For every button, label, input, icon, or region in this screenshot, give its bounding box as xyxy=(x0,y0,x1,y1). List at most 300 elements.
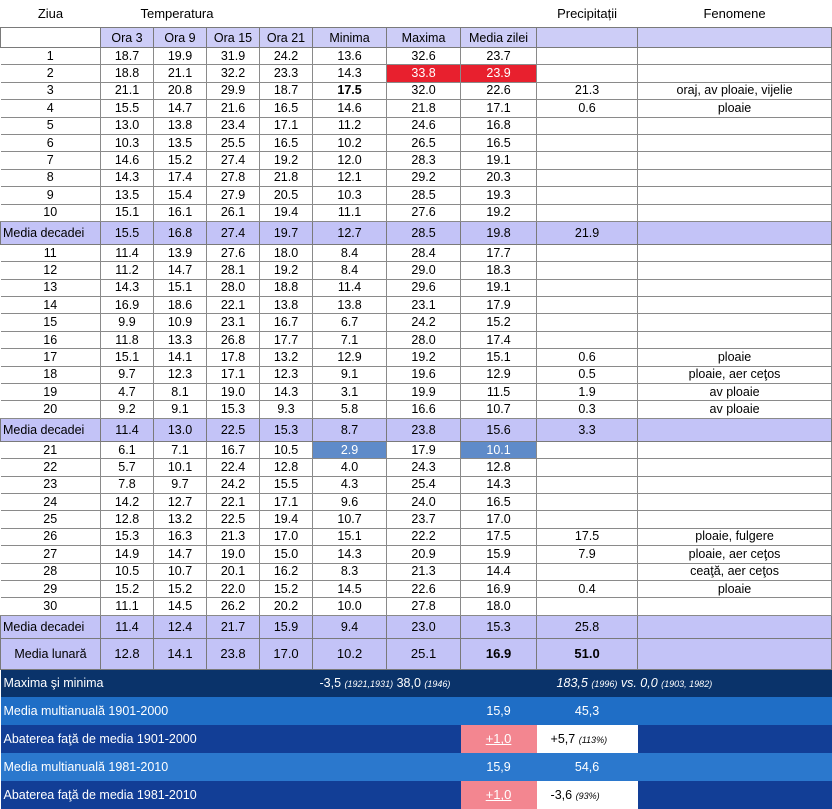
decade-media-zilei: 15.3 xyxy=(461,615,537,638)
day-ora21: 13.2 xyxy=(260,349,313,366)
day-ora15: 27.8 xyxy=(207,169,260,186)
day-ora3: 13.0 xyxy=(101,117,154,134)
day-media-zilei: 17.1 xyxy=(461,100,537,117)
day-maxima: 27.8 xyxy=(387,598,461,615)
day-ora3: 15.1 xyxy=(101,204,154,221)
day-maxima: 19.2 xyxy=(387,349,461,366)
day-row xyxy=(1,349,832,366)
day-ora9: 12.7 xyxy=(154,493,207,510)
col-ora15: Ora 15 xyxy=(207,28,260,48)
day-precipitation xyxy=(537,331,638,348)
subheader-row xyxy=(1,28,832,48)
decade-ora9: 13.0 xyxy=(154,418,207,441)
day-precipitation xyxy=(537,314,638,331)
col-media-zilei: Media zilei xyxy=(461,28,537,48)
decade-minima: 12.7 xyxy=(313,221,387,244)
day-phenomena xyxy=(638,598,832,615)
mm2-pp: 54,6 xyxy=(537,753,638,781)
decade-row xyxy=(1,221,832,244)
day-number: 21 xyxy=(1,441,101,458)
day-number: 25 xyxy=(1,511,101,528)
min-years: (1921,1931) xyxy=(344,679,394,690)
day-phenomena xyxy=(638,297,832,314)
deviation-1981-row xyxy=(1,781,832,809)
day-media-zilei: 10.7 xyxy=(461,401,537,418)
day-media-zilei: 17.0 xyxy=(461,511,537,528)
day-maxima: 25.4 xyxy=(387,476,461,493)
day-ora21: 16.7 xyxy=(260,314,313,331)
day-ora3: 14.3 xyxy=(101,279,154,296)
pp-max: 183,5 xyxy=(556,676,588,691)
day-ora3: 21.1 xyxy=(101,82,154,99)
day-phenomena xyxy=(638,48,832,65)
day-precipitation: 7.9 xyxy=(537,546,638,563)
col-ora21: Ora 21 xyxy=(260,28,313,48)
max-year: (1946) xyxy=(424,679,451,690)
day-number: 29 xyxy=(1,580,101,597)
monthly-row xyxy=(1,638,832,669)
day-maxima: 20.9 xyxy=(387,546,461,563)
day-ora9: 13.3 xyxy=(154,331,207,348)
day-ora21: 18.7 xyxy=(260,82,313,99)
day-ora9: 14.1 xyxy=(154,349,207,366)
day-ora21: 19.4 xyxy=(260,511,313,528)
day-ora15: 17.8 xyxy=(207,349,260,366)
day-precipitation: 0.6 xyxy=(537,100,638,117)
day-number: 17 xyxy=(1,349,101,366)
day-ora21: 9.3 xyxy=(260,401,313,418)
day-ora3: 15.2 xyxy=(101,580,154,597)
day-ora21: 15.2 xyxy=(260,580,313,597)
day-minima: 12.9 xyxy=(313,349,387,366)
day-media-zilei: 23.7 xyxy=(461,48,537,65)
day-number: 4 xyxy=(1,100,101,117)
day-minima: 6.7 xyxy=(313,314,387,331)
mm2-label: Media multianuală 1981-2010 xyxy=(1,753,461,781)
day-precipitation: 0.5 xyxy=(537,366,638,383)
day-ora15: 23.1 xyxy=(207,314,260,331)
decade-maxima: 23.8 xyxy=(387,418,461,441)
day-precipitation: 1.9 xyxy=(537,384,638,401)
day-maxima: 29.6 xyxy=(387,279,461,296)
day-number: 16 xyxy=(1,331,101,348)
decade-ora9: 12.4 xyxy=(154,615,207,638)
decade-label: Media decadei xyxy=(1,615,101,638)
day-number: 22 xyxy=(1,459,101,476)
ab1-temp: +1,0 xyxy=(461,725,537,753)
day-ora3: 13.5 xyxy=(101,187,154,204)
day-maxima: 26.5 xyxy=(387,134,461,151)
day-phenomena xyxy=(638,187,832,204)
day-precipitation xyxy=(537,511,638,528)
day-ora21: 15.5 xyxy=(260,476,313,493)
day-row xyxy=(1,384,832,401)
day-row xyxy=(1,117,832,134)
multiannual-1901-row xyxy=(1,697,832,725)
day-phenomena xyxy=(638,441,832,458)
day-phenomena xyxy=(638,331,832,348)
day-minima: 12.0 xyxy=(313,152,387,169)
day-minima: 14.6 xyxy=(313,100,387,117)
day-ora15: 32.2 xyxy=(207,65,260,82)
pp-min-years: (1903, 1982) xyxy=(661,679,713,690)
day-ora9: 15.2 xyxy=(154,152,207,169)
day-number: 10 xyxy=(1,204,101,221)
day-ora9: 13.5 xyxy=(154,134,207,151)
decade-media-zilei: 15.6 xyxy=(461,418,537,441)
decade-ora3: 11.4 xyxy=(101,418,154,441)
day-phenomena xyxy=(638,134,832,151)
monthly-blank xyxy=(638,638,832,669)
day-row xyxy=(1,401,832,418)
day-ora21: 19.2 xyxy=(260,262,313,279)
day-number: 5 xyxy=(1,117,101,134)
day-ora3: 11.4 xyxy=(101,244,154,261)
day-row xyxy=(1,563,832,580)
monthly-minima: 10.2 xyxy=(313,638,387,669)
day-number: 18 xyxy=(1,366,101,383)
multiannual-1981-row xyxy=(1,753,832,781)
day-media-zilei: 19.1 xyxy=(461,279,537,296)
day-ora9: 14.7 xyxy=(154,546,207,563)
day-row xyxy=(1,204,832,221)
day-minima: 9.6 xyxy=(313,493,387,510)
day-ora21: 17.0 xyxy=(260,528,313,545)
day-ora9: 15.4 xyxy=(154,187,207,204)
day-ora21: 15.0 xyxy=(260,546,313,563)
deviation-1901-row xyxy=(1,725,832,753)
day-maxima: 24.6 xyxy=(387,117,461,134)
day-ora21: 12.3 xyxy=(260,366,313,383)
day-minima: 12.1 xyxy=(313,169,387,186)
day-phenomena xyxy=(638,279,832,296)
day-ora15: 24.2 xyxy=(207,476,260,493)
day-number: 23 xyxy=(1,476,101,493)
day-ora3: 15.3 xyxy=(101,528,154,545)
day-row xyxy=(1,314,832,331)
day-minima: 8.3 xyxy=(313,563,387,580)
day-ora15: 17.1 xyxy=(207,366,260,383)
ab2-label: Abaterea faţă de media 1981-2010 xyxy=(1,781,461,809)
day-phenomena: ploaie xyxy=(638,349,832,366)
day-number: 3 xyxy=(1,82,101,99)
decade-maxima: 28.5 xyxy=(387,221,461,244)
decade-ora21: 15.3 xyxy=(260,418,313,441)
day-maxima: 22.2 xyxy=(387,528,461,545)
day-media-zilei: 19.2 xyxy=(461,204,537,221)
day-maxima: 29.0 xyxy=(387,262,461,279)
day-number: 19 xyxy=(1,384,101,401)
day-row xyxy=(1,331,832,348)
day-ora3: 11.2 xyxy=(101,262,154,279)
maxmin-row xyxy=(1,669,832,697)
day-ora21: 17.1 xyxy=(260,117,313,134)
day-ora9: 7.1 xyxy=(154,441,207,458)
day-number: 15 xyxy=(1,314,101,331)
monthly-ora9: 14.1 xyxy=(154,638,207,669)
day-minima: 13.8 xyxy=(313,297,387,314)
day-minima: 10.0 xyxy=(313,598,387,615)
day-media-zilei: 19.1 xyxy=(461,152,537,169)
day-minima: 15.1 xyxy=(313,528,387,545)
day-minima: 10.2 xyxy=(313,134,387,151)
day-media-zilei: 15.2 xyxy=(461,314,537,331)
day-ora15: 21.3 xyxy=(207,528,260,545)
day-ora15: 28.0 xyxy=(207,279,260,296)
day-ora9: 20.8 xyxy=(154,82,207,99)
day-ora9: 10.7 xyxy=(154,563,207,580)
day-phenomena: av ploaie xyxy=(638,401,832,418)
decade-precipitation: 25.8 xyxy=(537,615,638,638)
day-media-zilei: 20.3 xyxy=(461,169,537,186)
day-ora21: 17.1 xyxy=(260,493,313,510)
day-media-zilei: 16.9 xyxy=(461,580,537,597)
day-precipitation xyxy=(537,152,638,169)
day-ora3: 15.5 xyxy=(101,100,154,117)
day-ora9: 12.3 xyxy=(154,366,207,383)
decade-label: Media decadei xyxy=(1,418,101,441)
day-ora3: 10.5 xyxy=(101,563,154,580)
day-maxima: 16.6 xyxy=(387,401,461,418)
day-ora15: 28.1 xyxy=(207,262,260,279)
day-row xyxy=(1,459,832,476)
day-precipitation xyxy=(537,204,638,221)
day-number: 30 xyxy=(1,598,101,615)
day-row xyxy=(1,598,832,615)
day-phenomena xyxy=(638,65,832,82)
day-ora15: 27.4 xyxy=(207,152,260,169)
day-ora21: 16.5 xyxy=(260,134,313,151)
day-precipitation: 0.3 xyxy=(537,401,638,418)
day-maxima: 19.9 xyxy=(387,384,461,401)
day-ora21: 18.8 xyxy=(260,279,313,296)
day-phenomena: av ploaie xyxy=(638,384,832,401)
day-maxima: 33.8 xyxy=(387,65,461,82)
day-media-zilei: 16.5 xyxy=(461,134,537,151)
title-row xyxy=(1,0,832,28)
decade-ora15: 22.5 xyxy=(207,418,260,441)
day-media-zilei: 17.7 xyxy=(461,244,537,261)
day-media-zilei: 17.9 xyxy=(461,297,537,314)
day-precipitation: 0.4 xyxy=(537,580,638,597)
day-ora3: 16.9 xyxy=(101,297,154,314)
day-row xyxy=(1,511,832,528)
day-ora15: 26.1 xyxy=(207,204,260,221)
day-ora3: 4.7 xyxy=(101,384,154,401)
day-ora21: 19.4 xyxy=(260,204,313,221)
day-phenomena xyxy=(638,476,832,493)
day-precipitation xyxy=(537,187,638,204)
pp-max-year: (1996) xyxy=(591,679,618,690)
day-ora3: 14.2 xyxy=(101,493,154,510)
day-minima: 10.3 xyxy=(313,187,387,204)
day-ora15: 26.8 xyxy=(207,331,260,348)
day-ora3: 10.3 xyxy=(101,134,154,151)
day-ora9: 8.1 xyxy=(154,384,207,401)
day-phenomena: ceaţă, aer ceţos xyxy=(638,563,832,580)
day-phenomena xyxy=(638,169,832,186)
day-ora9: 10.9 xyxy=(154,314,207,331)
day-ora15: 26.2 xyxy=(207,598,260,615)
day-precipitation xyxy=(537,262,638,279)
day-ora9: 15.1 xyxy=(154,279,207,296)
day-maxima: 21.8 xyxy=(387,100,461,117)
day-precipitation xyxy=(537,169,638,186)
day-number: 28 xyxy=(1,563,101,580)
day-precipitation xyxy=(537,598,638,615)
day-ora15: 22.4 xyxy=(207,459,260,476)
decade-ora3: 15.5 xyxy=(101,221,154,244)
mm1-temp: 15,9 xyxy=(461,697,537,725)
decade-precipitation: 3.3 xyxy=(537,418,638,441)
day-ora21: 20.5 xyxy=(260,187,313,204)
day-ora15: 31.9 xyxy=(207,48,260,65)
day-ora15: 19.0 xyxy=(207,546,260,563)
decade-media-zilei: 19.8 xyxy=(461,221,537,244)
day-phenomena: ploaie, aer ceţos xyxy=(638,546,832,563)
day-minima: 11.4 xyxy=(313,279,387,296)
day-ora3: 14.3 xyxy=(101,169,154,186)
day-row xyxy=(1,528,832,545)
day-phenomena: ploaie xyxy=(638,100,832,117)
day-ora9: 10.1 xyxy=(154,459,207,476)
day-ora15: 22.5 xyxy=(207,511,260,528)
vs-text: vs. xyxy=(620,676,637,691)
day-precipitation: 0.6 xyxy=(537,349,638,366)
day-ora21: 17.7 xyxy=(260,331,313,348)
fenomene-header: Fenomene xyxy=(703,6,766,21)
day-row xyxy=(1,441,832,458)
day-maxima: 23.1 xyxy=(387,297,461,314)
monthly-media-zilei: 16.9 xyxy=(461,638,537,669)
day-minima: 7.1 xyxy=(313,331,387,348)
day-phenomena xyxy=(638,459,832,476)
day-precipitation xyxy=(537,48,638,65)
day-minima: 3.1 xyxy=(313,384,387,401)
day-row xyxy=(1,476,832,493)
day-minima: 8.4 xyxy=(313,262,387,279)
decade-row xyxy=(1,418,832,441)
min-abs: -3,5 xyxy=(319,676,342,691)
max-abs: 38,0 xyxy=(396,676,421,691)
ab1-label: Abaterea faţă de media 1901-2000 xyxy=(1,725,461,753)
day-media-zilei: 17.5 xyxy=(461,528,537,545)
day-ora15: 20.1 xyxy=(207,563,260,580)
day-row xyxy=(1,187,832,204)
day-number: 14 xyxy=(1,297,101,314)
day-minima: 4.3 xyxy=(313,476,387,493)
day-media-zilei: 17.4 xyxy=(461,331,537,348)
mm1-label: Media multianuală 1901-2000 xyxy=(1,697,461,725)
day-maxima: 32.0 xyxy=(387,82,461,99)
day-ora21: 10.5 xyxy=(260,441,313,458)
day-phenomena xyxy=(638,244,832,261)
pp-min: 0,0 xyxy=(640,676,658,691)
day-ora9: 9.7 xyxy=(154,476,207,493)
day-minima: 14.3 xyxy=(313,65,387,82)
day-phenomena xyxy=(638,493,832,510)
day-ora21: 23.3 xyxy=(260,65,313,82)
ab1-pct: (113%) xyxy=(578,734,608,745)
ab1-pp: +5,7 xyxy=(550,731,576,746)
day-ora3: 14.9 xyxy=(101,546,154,563)
ziua-header: Ziua xyxy=(37,6,64,21)
day-maxima: 17.9 xyxy=(387,441,461,458)
day-phenomena xyxy=(638,314,832,331)
day-row xyxy=(1,152,832,169)
day-maxima: 28.5 xyxy=(387,187,461,204)
monthly-ora21: 17.0 xyxy=(260,638,313,669)
day-number: 20 xyxy=(1,401,101,418)
day-maxima: 22.6 xyxy=(387,580,461,597)
day-ora21: 24.2 xyxy=(260,48,313,65)
day-precipitation: 21.3 xyxy=(537,82,638,99)
decade-blank xyxy=(638,615,832,638)
day-maxima: 28.3 xyxy=(387,152,461,169)
day-ora21: 16.2 xyxy=(260,563,313,580)
ab2-pp: -3,6 xyxy=(550,787,573,802)
day-precipitation xyxy=(537,65,638,82)
decade-blank xyxy=(638,418,832,441)
day-ora15: 19.0 xyxy=(207,384,260,401)
monthly-ora15: 23.8 xyxy=(207,638,260,669)
day-row xyxy=(1,100,832,117)
ab2-pct: (93%) xyxy=(575,790,600,801)
day-minima: 10.7 xyxy=(313,511,387,528)
day-row xyxy=(1,48,832,65)
day-ora9: 13.9 xyxy=(154,244,207,261)
day-minima: 17.5 xyxy=(313,82,387,99)
day-row xyxy=(1,169,832,186)
day-ora9: 14.7 xyxy=(154,100,207,117)
day-phenomena xyxy=(638,511,832,528)
day-ora21: 16.5 xyxy=(260,100,313,117)
day-precipitation xyxy=(537,117,638,134)
precipitatii-header: Precipitații xyxy=(557,6,618,21)
day-precipitation xyxy=(537,459,638,476)
day-number: 9 xyxy=(1,187,101,204)
day-ora15: 15.3 xyxy=(207,401,260,418)
day-row xyxy=(1,244,832,261)
day-ora3: 18.8 xyxy=(101,65,154,82)
day-ora15: 22.0 xyxy=(207,580,260,597)
decade-ora21: 19.7 xyxy=(260,221,313,244)
day-precipitation xyxy=(537,563,638,580)
day-row xyxy=(1,493,832,510)
day-media-zilei: 12.9 xyxy=(461,366,537,383)
day-number: 26 xyxy=(1,528,101,545)
day-ora3: 12.8 xyxy=(101,511,154,528)
day-number: 13 xyxy=(1,279,101,296)
day-maxima: 19.6 xyxy=(387,366,461,383)
day-number: 6 xyxy=(1,134,101,151)
day-media-zilei: 23.9 xyxy=(461,65,537,82)
day-ora9: 16.1 xyxy=(154,204,207,221)
day-ora15: 22.1 xyxy=(207,493,260,510)
day-ora15: 25.5 xyxy=(207,134,260,151)
day-ora21: 18.0 xyxy=(260,244,313,261)
day-ora15: 29.9 xyxy=(207,82,260,99)
day-maxima: 28.0 xyxy=(387,331,461,348)
day-minima: 13.6 xyxy=(313,48,387,65)
day-phenomena xyxy=(638,152,832,169)
day-ora9: 15.2 xyxy=(154,580,207,597)
day-ora9: 13.8 xyxy=(154,117,207,134)
day-ora9: 17.4 xyxy=(154,169,207,186)
temperatura-header: Temperatura xyxy=(140,6,214,21)
day-ora15: 23.4 xyxy=(207,117,260,134)
day-minima: 14.3 xyxy=(313,546,387,563)
